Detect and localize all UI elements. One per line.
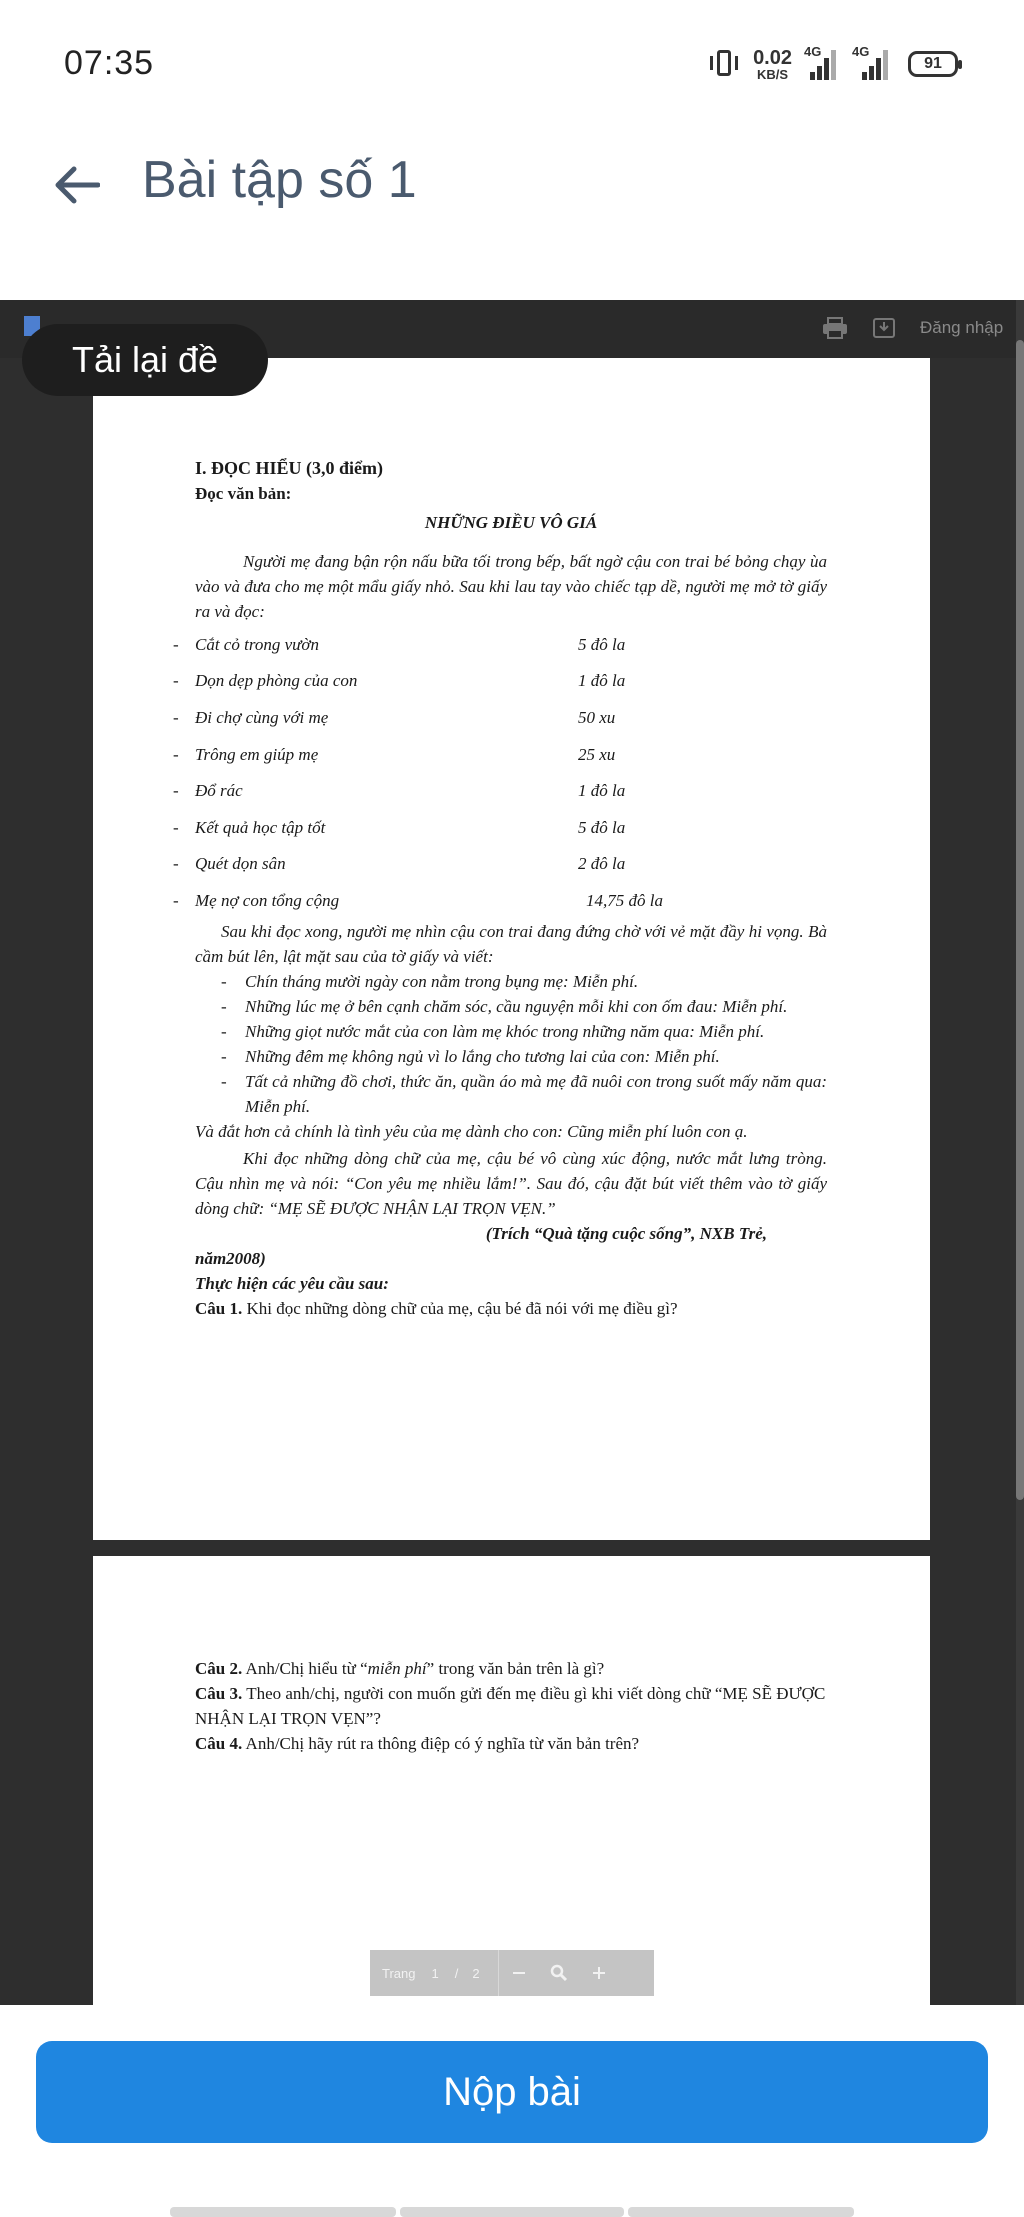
reload-exam-button[interactable]: Tải lại đề bbox=[22, 324, 268, 396]
ending-paragraph: Khi đọc những dòng chữ của mẹ, cậu bé vô cùng xúc động, nước mắt lưng tròng. Cậu nhìn mẹ và nói: “Con yêu mẹ nhiều lắm!”. Sau đó, cậu đặt bút viết thêm vào tờ giấy dòng chữ: “MẸ SẼ ĐƯỢC NHẬN LẠI TRỌN VẸN.” bbox=[195, 1148, 827, 1218]
list-item: - Cắt cỏ trong vườn 5 đô la bbox=[173, 626, 827, 663]
list-item: - Tất cả những đồ chơi, thức ăn, quần áo mà mẹ đã nuôi con trong suốt mấy năm qua: Miễn phí. bbox=[221, 1071, 827, 1116]
requirements-label: Thực hiện các yêu cầu sau: bbox=[195, 1273, 389, 1293]
page-content bbox=[173, 456, 827, 1321]
battery-icon bbox=[908, 51, 958, 77]
price-item-value: 50 xu bbox=[578, 707, 616, 727]
price-item-name: Kết quả học tập tốt bbox=[195, 817, 326, 837]
login-link[interactable]: Đăng nhập bbox=[920, 318, 1004, 337]
read-prompt: Đọc văn bản: bbox=[195, 484, 292, 503]
price-item-value: 1 đô la bbox=[578, 781, 626, 801]
battery-level: 91 bbox=[924, 55, 942, 72]
love-line: Và đắt hơn cả chính là tình yêu của mẹ dành cho con: Cũng miễn phí luôn con ạ. bbox=[195, 1121, 748, 1141]
zoom-icon bbox=[550, 1964, 568, 1982]
price-item-name: Đổ rác bbox=[195, 781, 243, 801]
price-item-name: Đi chợ cùng với mẹ bbox=[195, 707, 329, 727]
system-nav-handle bbox=[628, 2207, 854, 2217]
zoom-in-button[interactable] bbox=[579, 1950, 619, 1996]
total-pages: 2 bbox=[472, 1965, 480, 1981]
price-item-value: 14,75 đô la bbox=[586, 890, 663, 910]
price-list bbox=[173, 626, 827, 919]
status-bar bbox=[0, 0, 1024, 130]
zoom-button[interactable] bbox=[539, 1950, 579, 1996]
signal-icon bbox=[804, 44, 840, 80]
signal-icon bbox=[852, 44, 894, 80]
list-item: - Kết quả học tập tốt 5 đô la bbox=[173, 809, 827, 846]
app-header bbox=[0, 130, 1024, 300]
network-speed-value: 0.02 bbox=[753, 46, 792, 69]
scrollbar-thumb[interactable] bbox=[1016, 340, 1024, 1500]
page-label: Trang bbox=[382, 1965, 416, 1981]
intro-paragraph: Người mẹ đang bận rộn nấu bữa tối trong bếp, bất ngờ cậu con trai bé bỏng chạy ùa vào và đưa cho mẹ một mẩu giấy nhỏ. Sau khi lau tay vào chiếc tạp dề, người mẹ mở tờ giấy ra và đọc: bbox=[195, 552, 827, 621]
system-nav-handle bbox=[400, 2207, 624, 2217]
after-reading-paragraph: Sau khi đọc xong, người mẹ nhìn cậu con trai đang đứng chờ với vẻ mặt đầy hi vọng. Bà cầm bút lên, lật mặt sau của tờ giấy và viết: bbox=[195, 921, 827, 966]
signal-type-label: 4G bbox=[804, 44, 822, 59]
bottom-bar bbox=[0, 2005, 1024, 2217]
print-icon[interactable] bbox=[822, 317, 848, 339]
section-heading: I. ĐỌC HIỂU (3,0 điểm) bbox=[195, 458, 383, 478]
list-item: - Đổ rác 1 đô la bbox=[173, 772, 827, 809]
price-item-name: Trông em giúp mẹ bbox=[195, 744, 319, 764]
list-item: - Những giọt nước mắt của con làm mẹ khóc trong những năm qua: Miễn phí. bbox=[221, 1021, 765, 1041]
arrow-left-icon bbox=[52, 165, 100, 205]
price-item-value: 1 đô la bbox=[578, 671, 626, 691]
price-item-name: Mẹ nợ con tổng cộng bbox=[195, 890, 340, 910]
story-title: NHỮNG ĐIỀU VÔ GIÁ bbox=[424, 513, 598, 532]
price-item-name: Cắt cỏ trong vườn bbox=[195, 634, 319, 654]
network-speed bbox=[753, 48, 792, 81]
status-icons bbox=[709, 44, 958, 84]
system-nav-handle bbox=[170, 2207, 396, 2217]
list-item: - Đi chợ cùng với mẹ 50 xu bbox=[173, 699, 827, 736]
question-4: Câu 4. Anh/Chị hãy rút ra thông điệp có ý nghĩa từ văn bản trên? bbox=[195, 1734, 640, 1753]
free-items-list bbox=[221, 969, 827, 1119]
back-button[interactable] bbox=[48, 157, 104, 213]
document-page bbox=[93, 358, 930, 1540]
pdf-viewer[interactable] bbox=[0, 300, 1024, 2005]
price-item-name: Dọn dẹp phòng của con bbox=[195, 671, 358, 691]
list-item: - Những lúc mẹ ở bên cạnh chăm sóc, cầu nguyện mỗi khi con ốm đau: Miễn phí. bbox=[221, 996, 788, 1016]
price-item-value: 25 xu bbox=[578, 744, 616, 764]
signal-type-label: 4G bbox=[852, 44, 870, 59]
list-item: - Quét dọn sân 2 đô la bbox=[173, 846, 827, 883]
list-item: - Trông em giúp mẹ 25 xu bbox=[173, 736, 827, 773]
question-1: Câu 1. Khi đọc những dòng chữ của mẹ, cậu bé đã nói với mẹ điều gì? bbox=[195, 1298, 678, 1318]
page-title: Bài tập số 1 bbox=[142, 151, 417, 209]
submit-button[interactable]: Nộp bài bbox=[36, 2041, 988, 2143]
status-time: 07:35 bbox=[64, 44, 155, 82]
minus-icon bbox=[512, 1966, 526, 1980]
list-item: - Chín tháng mười ngày con nằm trong bụng mẹ: Miễn phí. bbox=[221, 971, 639, 991]
citation: (Trích “Quà tặng cuộc sống”, NXB Trẻ, bbox=[485, 1223, 767, 1243]
list-item: - Dọn dẹp phòng của con 1 đô la bbox=[173, 663, 827, 700]
pdf-page-navigation: Trang 1 / 2 bbox=[370, 1950, 654, 1996]
vibrate-icon bbox=[709, 47, 739, 81]
zoom-out-button[interactable] bbox=[499, 1950, 539, 1996]
question-3: Câu 3. Theo anh/chị, người con muốn gửi đến mẹ điều gì khi viết dòng chữ “MẸ SẼ ĐƯỢC NHẬN LẠI TRỌN VẸN”? bbox=[195, 1684, 826, 1728]
document-page bbox=[93, 1556, 930, 2005]
list-item: - Những đêm mẹ không ngủ vì lo lắng cho tương lai của con: Miễn phí. bbox=[221, 1046, 720, 1066]
price-item-name: Quét dọn sân bbox=[195, 854, 286, 874]
price-item-value: 2 đô la bbox=[578, 854, 626, 874]
plus-icon bbox=[592, 1966, 606, 1980]
price-item-value: 5 đô la bbox=[578, 817, 626, 837]
download-icon[interactable] bbox=[872, 317, 896, 339]
citation-year: năm2008) bbox=[195, 1248, 266, 1268]
list-item: - Mẹ nợ con tổng cộng 14,75 đô la bbox=[173, 882, 827, 919]
current-page-input[interactable]: 1 bbox=[431, 1965, 439, 1981]
question-2: Câu 2. Anh/Chị hiểu từ “miễn phí” trong văn bản trên là gì? bbox=[195, 1659, 605, 1678]
price-item-value: 5 đô la bbox=[578, 634, 626, 654]
page-content bbox=[195, 1656, 827, 1756]
scrollbar[interactable] bbox=[1016, 300, 1024, 2005]
network-speed-unit: KB/S bbox=[757, 66, 789, 82]
